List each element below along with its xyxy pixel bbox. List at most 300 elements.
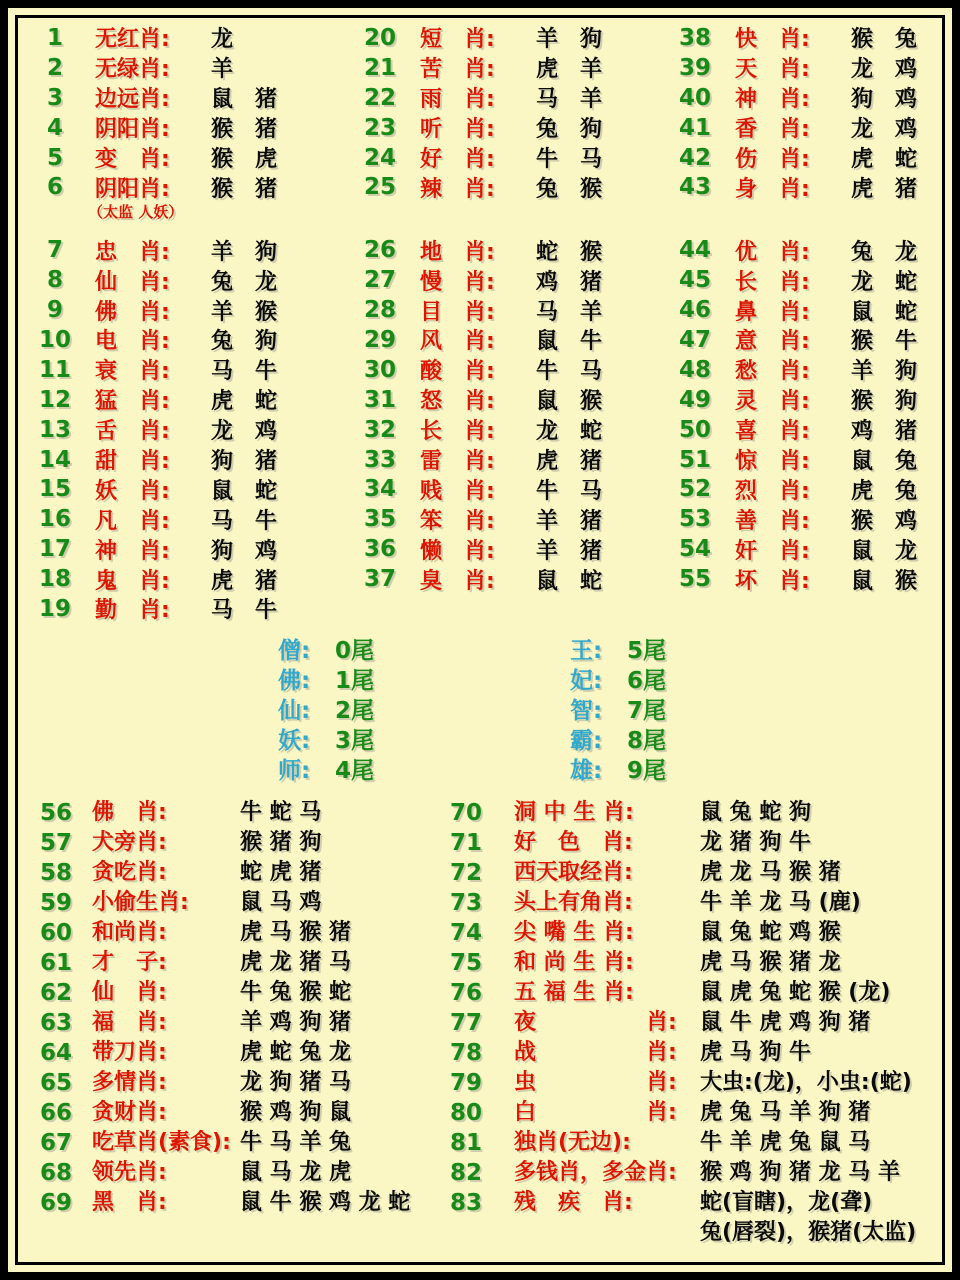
entry-number: 60 (39, 919, 72, 946)
entry-animals-wrap (700, 978, 890, 1008)
zodiac-entry (670, 83, 942, 113)
entry-animals: 羊 狗 (536, 27, 603, 53)
entry-number: 56 (39, 799, 72, 826)
entry-label: 仙 肖: (92, 979, 167, 1005)
entry-animals: 牛 马 羊 兔 (240, 1129, 351, 1155)
entry-number: 27 (363, 267, 396, 294)
entry-label: 意 肖: (735, 329, 810, 355)
entry-animals: 鼠 猴 (536, 389, 603, 415)
entry-animals-wrap (240, 918, 351, 948)
entry-number: 80 (449, 1099, 482, 1126)
entry-number: 36 (363, 536, 396, 563)
entry-animals: 马 羊 (536, 299, 603, 325)
zodiac-entry (30, 415, 355, 445)
zodiac-entry (30, 1188, 440, 1218)
zodiac-entry (355, 235, 670, 265)
zodiac-entry (30, 978, 440, 1008)
entry-number: 8 (46, 267, 63, 294)
zodiac-entry (355, 325, 670, 355)
outer-frame (8, 8, 952, 1272)
entry-label: 喜 肖: (735, 419, 810, 445)
zodiac-entry (30, 172, 355, 202)
zodiac-entry (30, 888, 440, 918)
entry-label: 仙 肖: (95, 269, 170, 295)
entry-number: 15 (38, 476, 71, 503)
entry-animals: 羊 狗 (211, 239, 278, 265)
zodiac-entry (355, 385, 670, 415)
entry-animals-wrap (240, 888, 321, 918)
zodiac-entry (30, 83, 355, 113)
entry-animals-wrap (240, 978, 351, 1008)
entry-label: 小偷生肖: (92, 889, 189, 915)
top-column-2-group-a (355, 23, 670, 202)
entry-number: 67 (39, 1129, 72, 1156)
entry-label: 电 肖: (95, 329, 170, 355)
entry-label: 和尚肖: (92, 919, 167, 945)
entry-6-note: （太监 人妖） (88, 203, 184, 222)
zodiac-entry (355, 445, 670, 475)
tail-legend-row (570, 724, 942, 754)
entry-animals: 狗 鸡 (211, 538, 278, 564)
entry-label: 神 肖: (95, 538, 170, 564)
entry-label: 福 肖: (92, 1009, 167, 1035)
entry-animals: 龙 蛇 (851, 269, 918, 295)
entry-animals: 牛 蛇 马 (240, 799, 322, 825)
zodiac-entry (670, 265, 942, 295)
entry-label: 香 肖: (735, 117, 810, 143)
entry-animals: 虎 猪 (211, 568, 278, 594)
entry-animals-wrap (700, 828, 811, 858)
entry-number: 70 (449, 799, 482, 826)
zodiac-entry (440, 1008, 942, 1038)
entry-label: 猛 肖: (95, 389, 170, 415)
entry-animals-wrap (240, 1128, 351, 1158)
entry-animals: 鼠 牛 (536, 329, 603, 355)
entry-label: 虫 肖: (514, 1069, 677, 1095)
entry-label: 夜 肖: (514, 1009, 677, 1035)
entry-label: 凡 肖: (95, 508, 170, 534)
tail-value: 7尾 (627, 698, 667, 725)
entry-number: 32 (363, 416, 396, 443)
entry-animals: 羊 狗 (851, 359, 918, 385)
entry-animals-wrap (240, 948, 351, 978)
entry-number: 13 (38, 416, 71, 443)
tail-legend-row (278, 664, 570, 694)
entry-number: 42 (678, 144, 711, 171)
entry-animals: 羊 猴 (211, 299, 278, 325)
zodiac-entry (30, 1038, 440, 1068)
entry-number: 17 (38, 536, 71, 563)
entry-number: 22 (363, 84, 396, 111)
entry-number: 49 (678, 386, 711, 413)
entry-label: 白 肖: (514, 1099, 677, 1125)
zodiac-entry (670, 355, 942, 385)
entry-label: 烈 肖: (735, 478, 810, 504)
entry-label: 善 肖: (735, 508, 810, 534)
entry-number: 43 (678, 174, 711, 201)
entry-animals: 牛 兔 猴 蛇 (240, 979, 351, 1005)
zodiac-entry (30, 325, 355, 355)
entry-label: 贪吃肖: (92, 859, 167, 885)
entry-number: 39 (678, 54, 711, 81)
entry-number: 7 (46, 237, 63, 264)
zodiac-entry (30, 474, 355, 504)
entry-animals-wrap (240, 1008, 351, 1038)
top-section (30, 23, 942, 624)
entry-animals: 牛 马 (536, 359, 603, 385)
entry-animals: 鼠 兔 蛇 狗 (700, 799, 811, 825)
entry-animals: 蛇(盲瞎)，龙(聋) (700, 1189, 873, 1215)
entry-label: 边远肖: (95, 87, 170, 113)
entry-animals: 马 牛 (211, 598, 278, 624)
entry-animals: 虎 羊 (536, 57, 603, 83)
tail-value: 0尾 (335, 638, 375, 665)
entry-label: 残 疾 肖: (514, 1189, 633, 1215)
entry-label: 尖 嘴 生 肖: (514, 919, 634, 945)
entry-animals: 龙 蛇 (536, 419, 603, 445)
entry-number: 63 (39, 1009, 72, 1036)
entry-label: 妖 肖: (95, 478, 170, 504)
entry-animals: 鼠 兔 蛇 鸡 猴 (700, 919, 841, 945)
zodiac-entry (30, 23, 355, 53)
tail-legend-section (30, 634, 942, 784)
entry-animals-wrap (700, 1188, 916, 1248)
entry-label: 短 肖: (420, 27, 495, 53)
entry-label: 愁 肖: (735, 359, 810, 385)
entry-animals: 虎 蛇 (211, 389, 278, 415)
zodiac-entry (670, 534, 942, 564)
entry-label: 和 尚 生 肖: (514, 949, 634, 975)
entry-label: 头上有角肖: (514, 889, 633, 915)
entry-animals: 鼠 蛇 (536, 568, 603, 594)
entry-label: 衰 肖: (95, 359, 170, 385)
entry-animals: 马 牛 (211, 359, 278, 385)
tail-value: 5尾 (627, 638, 667, 665)
entry-number: 16 (38, 506, 71, 533)
entry-number: 78 (449, 1039, 482, 1066)
top-column-3-group-b (670, 235, 942, 594)
entry-animals: 猴 猪 (211, 176, 278, 202)
entry-animals-wrap (700, 1128, 870, 1158)
entry-number: 38 (678, 24, 711, 51)
zodiac-entry (440, 1158, 942, 1188)
zodiac-entry (30, 594, 355, 624)
entry-label: 才 子: (92, 949, 167, 975)
tail-label: 智: (570, 698, 603, 725)
entry-number: 44 (678, 237, 711, 264)
entry-label: 风 肖: (420, 329, 495, 355)
zodiac-entry (30, 564, 355, 594)
entry-animals-wrap (700, 888, 861, 918)
entry-number: 11 (38, 356, 71, 383)
entry-number: 59 (39, 889, 72, 916)
tail-legend-row (570, 694, 942, 724)
entry-label: 多钱肖，多金肖: (514, 1159, 677, 1185)
entry-label: 勤 肖: (95, 598, 170, 624)
entry-label: 酸 肖: (420, 359, 495, 385)
zodiac-entry (440, 858, 942, 888)
zodiac-entry (440, 888, 942, 918)
entry-animals: 大虫:(龙)，小虫:(蛇) (700, 1069, 912, 1095)
entry-animals: 猴 猪 (211, 117, 278, 143)
tail-value: 8尾 (627, 728, 667, 755)
entry-animals: 牛 马 (536, 478, 603, 504)
entry-animals: 鼠 马 鸡 (240, 889, 322, 915)
zodiac-entry (30, 828, 440, 858)
entry-number: 4 (46, 114, 63, 141)
tail-legend-row (278, 724, 570, 754)
entry-animals: 鼠 兔 (851, 449, 918, 475)
entry-label: 笨 肖: (420, 508, 495, 534)
zodiac-entry (440, 978, 942, 1008)
entry-animals-wrap (700, 948, 841, 978)
entry-label: 变 肖: (95, 147, 170, 173)
entry-animals: 鼠 牛 虎 鸡 狗 猪 (700, 1009, 871, 1035)
entry-number: 72 (449, 859, 482, 886)
top-column-3 (670, 23, 942, 624)
entry-number: 1 (46, 24, 63, 51)
entry-label: 战 肖: (514, 1039, 677, 1065)
tail-legend-row (278, 754, 570, 784)
tail-legend-row (278, 694, 570, 724)
entry-animals: 牛 马 (536, 147, 603, 173)
tail-label: 雄: (570, 758, 603, 785)
entry-animals-wrap (240, 1098, 351, 1128)
entry-label: 臭 肖: (420, 568, 495, 594)
entry-label: 甜 肖: (95, 449, 170, 475)
entry-number: 55 (678, 566, 711, 593)
bottom-section (30, 798, 942, 1248)
entry-number: 82 (449, 1159, 482, 1186)
entry-animals: 虎 龙 马 猴 猪 (700, 859, 841, 885)
entry-number: 34 (363, 476, 396, 503)
zodiac-entry (30, 355, 355, 385)
entry-label: 鬼 肖: (95, 568, 170, 594)
zodiac-entry (30, 858, 440, 888)
entry-animals: 猴 鸡 狗 鼠 (240, 1099, 351, 1125)
entry-number: 31 (363, 386, 396, 413)
entry-label: 坏 肖: (735, 568, 810, 594)
tail-label: 僧: (278, 638, 311, 665)
tail-legend-row (570, 754, 942, 784)
zodiac-entry (440, 798, 942, 828)
top-column-1-group-b (30, 235, 355, 624)
entry-animals: 狗 猪 (211, 449, 278, 475)
zodiac-entry (355, 295, 670, 325)
entry-animals: 虎 马 猴 猪 (240, 919, 351, 945)
note-band-spacer (670, 202, 942, 235)
entry-number: 58 (39, 859, 72, 886)
zodiac-entry (355, 504, 670, 534)
zodiac-entry (30, 1158, 440, 1188)
zodiac-entry (30, 1068, 440, 1098)
top-column-2 (355, 23, 670, 624)
zodiac-entry (355, 415, 670, 445)
tail-label: 仙: (278, 698, 311, 725)
entry-animals-wrap (700, 918, 841, 948)
entry-animals-wrap (240, 1038, 351, 1068)
entry-number: 69 (39, 1189, 72, 1216)
zodiac-entry (670, 295, 942, 325)
entry-animals: 马 羊 (536, 87, 603, 113)
entry-animals: 猴 兔 (851, 27, 918, 53)
entry-animals-wrap (700, 1008, 870, 1038)
zodiac-entry (355, 113, 670, 143)
entry-animals: 猴 狗 (851, 389, 918, 415)
entry-label: 佛 肖: (95, 299, 170, 325)
tail-value: 9尾 (627, 758, 667, 785)
entry-number: 65 (39, 1069, 72, 1096)
entry-label: 五 福 生 肖: (514, 979, 634, 1005)
entry-number: 2 (46, 54, 63, 81)
entry-animals-wrap (240, 858, 321, 888)
tail-value: 4尾 (335, 758, 375, 785)
entry-label: 领先肖: (92, 1159, 167, 1185)
entry-animals-wrap (700, 1098, 870, 1128)
entry-label: 怒 肖: (420, 389, 495, 415)
entry-number: 47 (678, 326, 711, 353)
entry-number: 68 (39, 1159, 72, 1186)
entry-number: 50 (678, 416, 711, 443)
entry-label: 无绿肖: (95, 57, 170, 83)
top-column-2-group-b (355, 235, 670, 594)
entry-label: 带刀肖: (92, 1039, 167, 1065)
tail-legend-row (570, 664, 942, 694)
entry-label: 好 色 肖: (514, 829, 633, 855)
entry-animals: 鼠 蛇 (851, 299, 918, 325)
entry-label: 奸 肖: (735, 538, 810, 564)
entry-number: 54 (678, 536, 711, 563)
tail-label: 佛: (278, 668, 311, 695)
entry-number: 12 (38, 386, 71, 413)
entry-label: 苦 肖: (420, 57, 495, 83)
entry-animals: 羊 (211, 57, 234, 83)
entry-number: 73 (449, 889, 482, 916)
entry-label: 忠 肖: (95, 239, 170, 265)
entry-label: 惊 肖: (735, 449, 810, 475)
entry-number: 35 (363, 506, 396, 533)
entry-animals: 虎 猪 (851, 176, 918, 202)
entry-animals: 虎 蛇 兔 龙 (240, 1039, 351, 1065)
tail-label: 妖: (278, 728, 311, 755)
entry-label: 雷 肖: (420, 449, 495, 475)
entry-number: 40 (678, 84, 711, 111)
bottom-column-right (440, 798, 942, 1248)
entry-animals: 龙 狗 猪 马 (240, 1069, 351, 1095)
entry-animals: 龙 猪 狗 牛 (700, 829, 811, 855)
zodiac-entry (670, 445, 942, 475)
entry-label: 好 肖: (420, 147, 495, 173)
entry-number: 48 (678, 356, 711, 383)
tail-value: 6尾 (627, 668, 667, 695)
entry-number: 21 (363, 54, 396, 81)
bottom-column-left (30, 798, 440, 1248)
entry-animals: 鸡 猪 (851, 419, 918, 445)
entry-label: 西天取经肖: (514, 859, 633, 885)
entry-animals: 鼠 猴 (851, 568, 918, 594)
entry-label: 懒 肖: (420, 538, 495, 564)
zodiac-entry (670, 143, 942, 173)
zodiac-entry (440, 1038, 942, 1068)
note-band-spacer (355, 202, 670, 235)
zodiac-chart-panel (15, 15, 945, 1265)
entry-number: 19 (38, 595, 71, 622)
entry-number: 41 (678, 114, 711, 141)
entry-label: 贪财肖: (92, 1099, 167, 1125)
zodiac-entry (355, 172, 670, 202)
top-column-1-group-a (30, 23, 355, 202)
tail-value: 3尾 (335, 728, 375, 755)
entry-label: 听 肖: (420, 117, 495, 143)
entry-label: 无红肖: (95, 27, 170, 53)
zodiac-entry (440, 828, 942, 858)
entry-number: 10 (38, 326, 71, 353)
zodiac-entry (355, 83, 670, 113)
tail-value: 2尾 (335, 698, 375, 725)
zodiac-entry (440, 1098, 942, 1128)
zodiac-entry (355, 265, 670, 295)
entry-number: 83 (449, 1189, 482, 1216)
zodiac-entry (30, 534, 355, 564)
entry-animals: 鼠 蛇 (211, 478, 278, 504)
zodiac-entry (30, 445, 355, 475)
entry-animals-wrap (240, 1068, 351, 1098)
entry-animals: 猴 牛 (851, 329, 918, 355)
entry-animals: 虎 兔 (851, 478, 918, 504)
entry-animals: 羊 鸡 狗 猪 (240, 1009, 351, 1035)
entry-animals-wrap (240, 1188, 410, 1218)
entry-label: 犬旁肖: (92, 829, 167, 855)
entry-label: 天 肖: (735, 57, 810, 83)
entry-animals-wrap (240, 828, 321, 858)
entry-label: 贱 肖: (420, 478, 495, 504)
entry-number: 79 (449, 1069, 482, 1096)
entry-animals-wrap (700, 1158, 900, 1188)
entry-animals: 龙 (211, 27, 234, 53)
entry-animals: 马 牛 (211, 508, 278, 534)
zodiac-entry (30, 1128, 440, 1158)
entry-animals: 猴 鸡 (851, 508, 918, 534)
entry-label: 伤 肖: (735, 147, 810, 173)
top-column-3-group-a (670, 23, 942, 202)
entry-animals: 猴 鸡 狗 猪 龙 马 羊 (700, 1159, 900, 1185)
entry-animals: 猴 虎 (211, 147, 278, 173)
entry-animals: 猴 猪 狗 (240, 829, 322, 855)
entry-animals-wrap (700, 1038, 811, 1068)
entry-label: 吃草肖(素食): (92, 1129, 231, 1155)
entry-number: 33 (363, 446, 396, 473)
entry-animals: 虎 马 猴 猪 龙 (700, 949, 841, 975)
entry-number: 30 (363, 356, 396, 383)
entry-animals: 蛇 猴 (536, 239, 603, 265)
entry-animals-line2: 兔(唇裂)，猴猪(太监) (700, 1219, 917, 1245)
note-band (30, 202, 355, 235)
entry-label: 多情肖: (92, 1069, 167, 1095)
zodiac-entry (355, 23, 670, 53)
tail-legend-right (570, 634, 942, 784)
entry-number: 81 (449, 1129, 482, 1156)
zodiac-entry (30, 113, 355, 143)
entry-number: 37 (363, 566, 396, 593)
zodiac-entry (440, 948, 942, 978)
entry-animals: 蛇 虎 猪 (240, 859, 322, 885)
tail-label: 妃: (570, 668, 603, 695)
tail-label: 师: (278, 758, 311, 785)
zodiac-entry (440, 918, 942, 948)
zodiac-entry (440, 1068, 942, 1098)
entry-animals: 鼠 虎 兔 蛇 猴 (龙) (700, 979, 891, 1005)
entry-animals: 虎 马 狗 牛 (700, 1039, 811, 1065)
